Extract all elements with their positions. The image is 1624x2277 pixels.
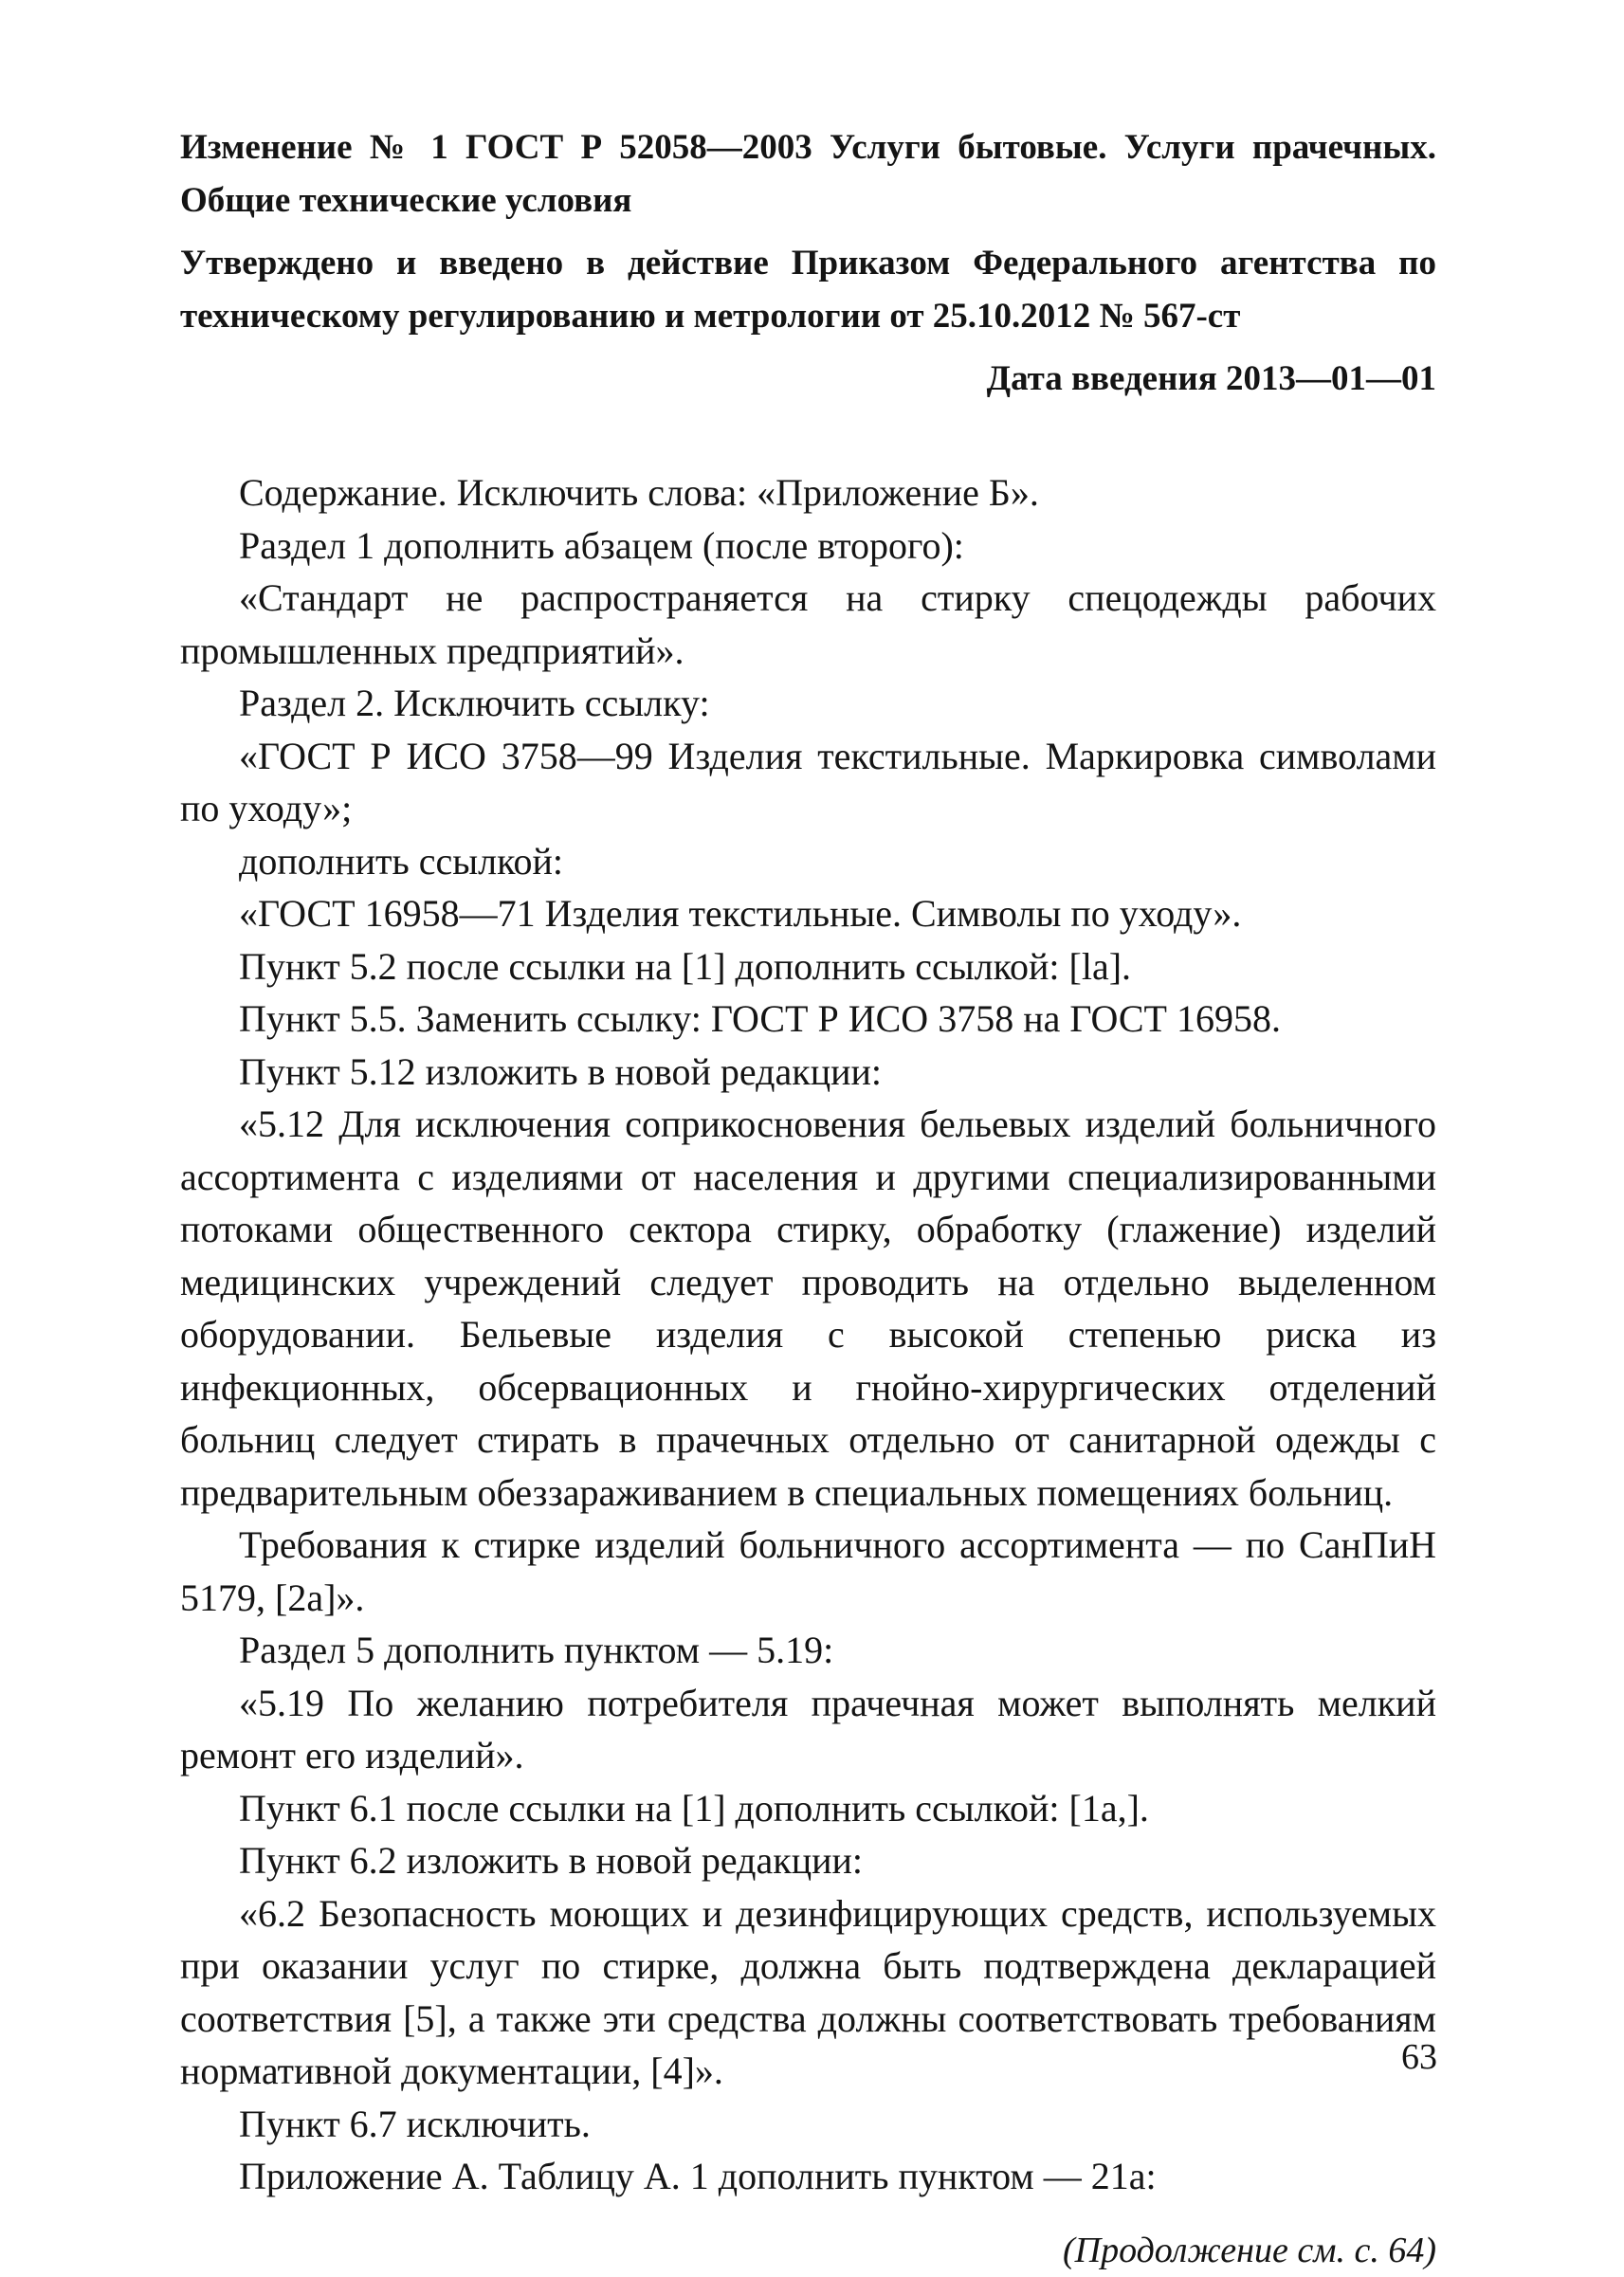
- paragraph: Пункт 5.12 изложить в новой редакции:: [239, 1049, 883, 1093]
- paragraph: Пункт 5.2 после ссылки на [1] дополнить ссылкой: [la].: [239, 944, 1132, 988]
- approval-statement: Утверждено и введено в действие Приказом Федерального агентства по техническому регулированию и метрологии от 25.10.2012 № 567-ст: [180, 244, 1436, 336]
- paragraph: Содержание. Исключить слова: «Приложение Б».: [239, 471, 1039, 514]
- paragraph: «ГОСТ 16958—71 Изделия текстильные. Символы по уходу».: [239, 892, 1242, 935]
- paragraph: «6.2 Безопасность моющих и дезинфицирующих средств, используемых при оказании услуг по стирке, должна быть подтверждена декларацией соответствия [5], а также эти средства должны соответствовать требованиям нормативной документации, [4]».: [180, 1891, 1436, 2092]
- paragraph: «Стандарт не распространяется на стирку спецодежды рабочих промышленных предприятий».: [180, 576, 1436, 672]
- paragraph: «5.19 По желанию потребителя прачечная может выполнять мелкий ремонт его изделий».: [180, 1681, 1436, 1776]
- document-body: [180, 466, 1436, 2203]
- paragraph: Раздел 5 дополнить пунктом — 5.19:: [239, 1629, 834, 1671]
- document-title: Изменение № 1 ГОСТ Р 52058—2003 Услуги бытовые. Услуги прачечных. Общие технические условия: [180, 128, 1436, 220]
- paragraph: Раздел 2. Исключить ссылку:: [239, 682, 710, 724]
- paragraph: Пункт 6.1 после ссылки на [1] дополнить ссылкой: [1а,].: [239, 1786, 1149, 1830]
- continuation-note: (Продолжение см. с. 64): [1062, 2230, 1436, 2270]
- effective-date: Дата введения 2013—01—01: [986, 359, 1436, 398]
- paragraph: Приложение А. Таблицу А. 1 дополнить пунктом — 21а:: [239, 2155, 1157, 2197]
- paragraph: Пункт 6.2 изложить в новой редакции:: [239, 1839, 864, 1882]
- paragraph: «5.12 Для исключения соприкосновения бельевых изделий больничного ассортимента с изделиями от населения и другими специализированными потоками общественного сектора стирку, обработку (глажение) изделий медицинских учреждений следует проводить на отдельно выделенном оборудовании. Бельевые изделия с высокой степенью риска из инфекционных, обсервационных и гнойно-хирургических отделений больниц следует стирать в прачечных отдельно от санитарной одежды с предварительным обеззараживанием в специальных помещениях больниц.: [180, 1102, 1436, 1514]
- page-content: [180, 121, 1436, 2277]
- page-number: 63: [1401, 2037, 1437, 2077]
- paragraph: Раздел 1 дополнить абзацем (после второго):: [239, 523, 964, 567]
- paragraph: дополнить ссылкой:: [239, 839, 563, 883]
- paragraph: Пункт 6.7 исключить.: [239, 2102, 591, 2145]
- paragraph: Пункт 5.5. Заменить ссылку: ГОСТ Р ИСО 3758 на ГОСТ 16958.: [239, 997, 1281, 1040]
- paragraph: «ГОСТ Р ИСО 3758—99 Изделия текстильные. Маркировка символами по уходу»;: [180, 734, 1436, 829]
- paragraph: Требования к стирке изделий больничного ассортимента — по СанПиН 5179, [2а]».: [180, 1523, 1436, 1619]
